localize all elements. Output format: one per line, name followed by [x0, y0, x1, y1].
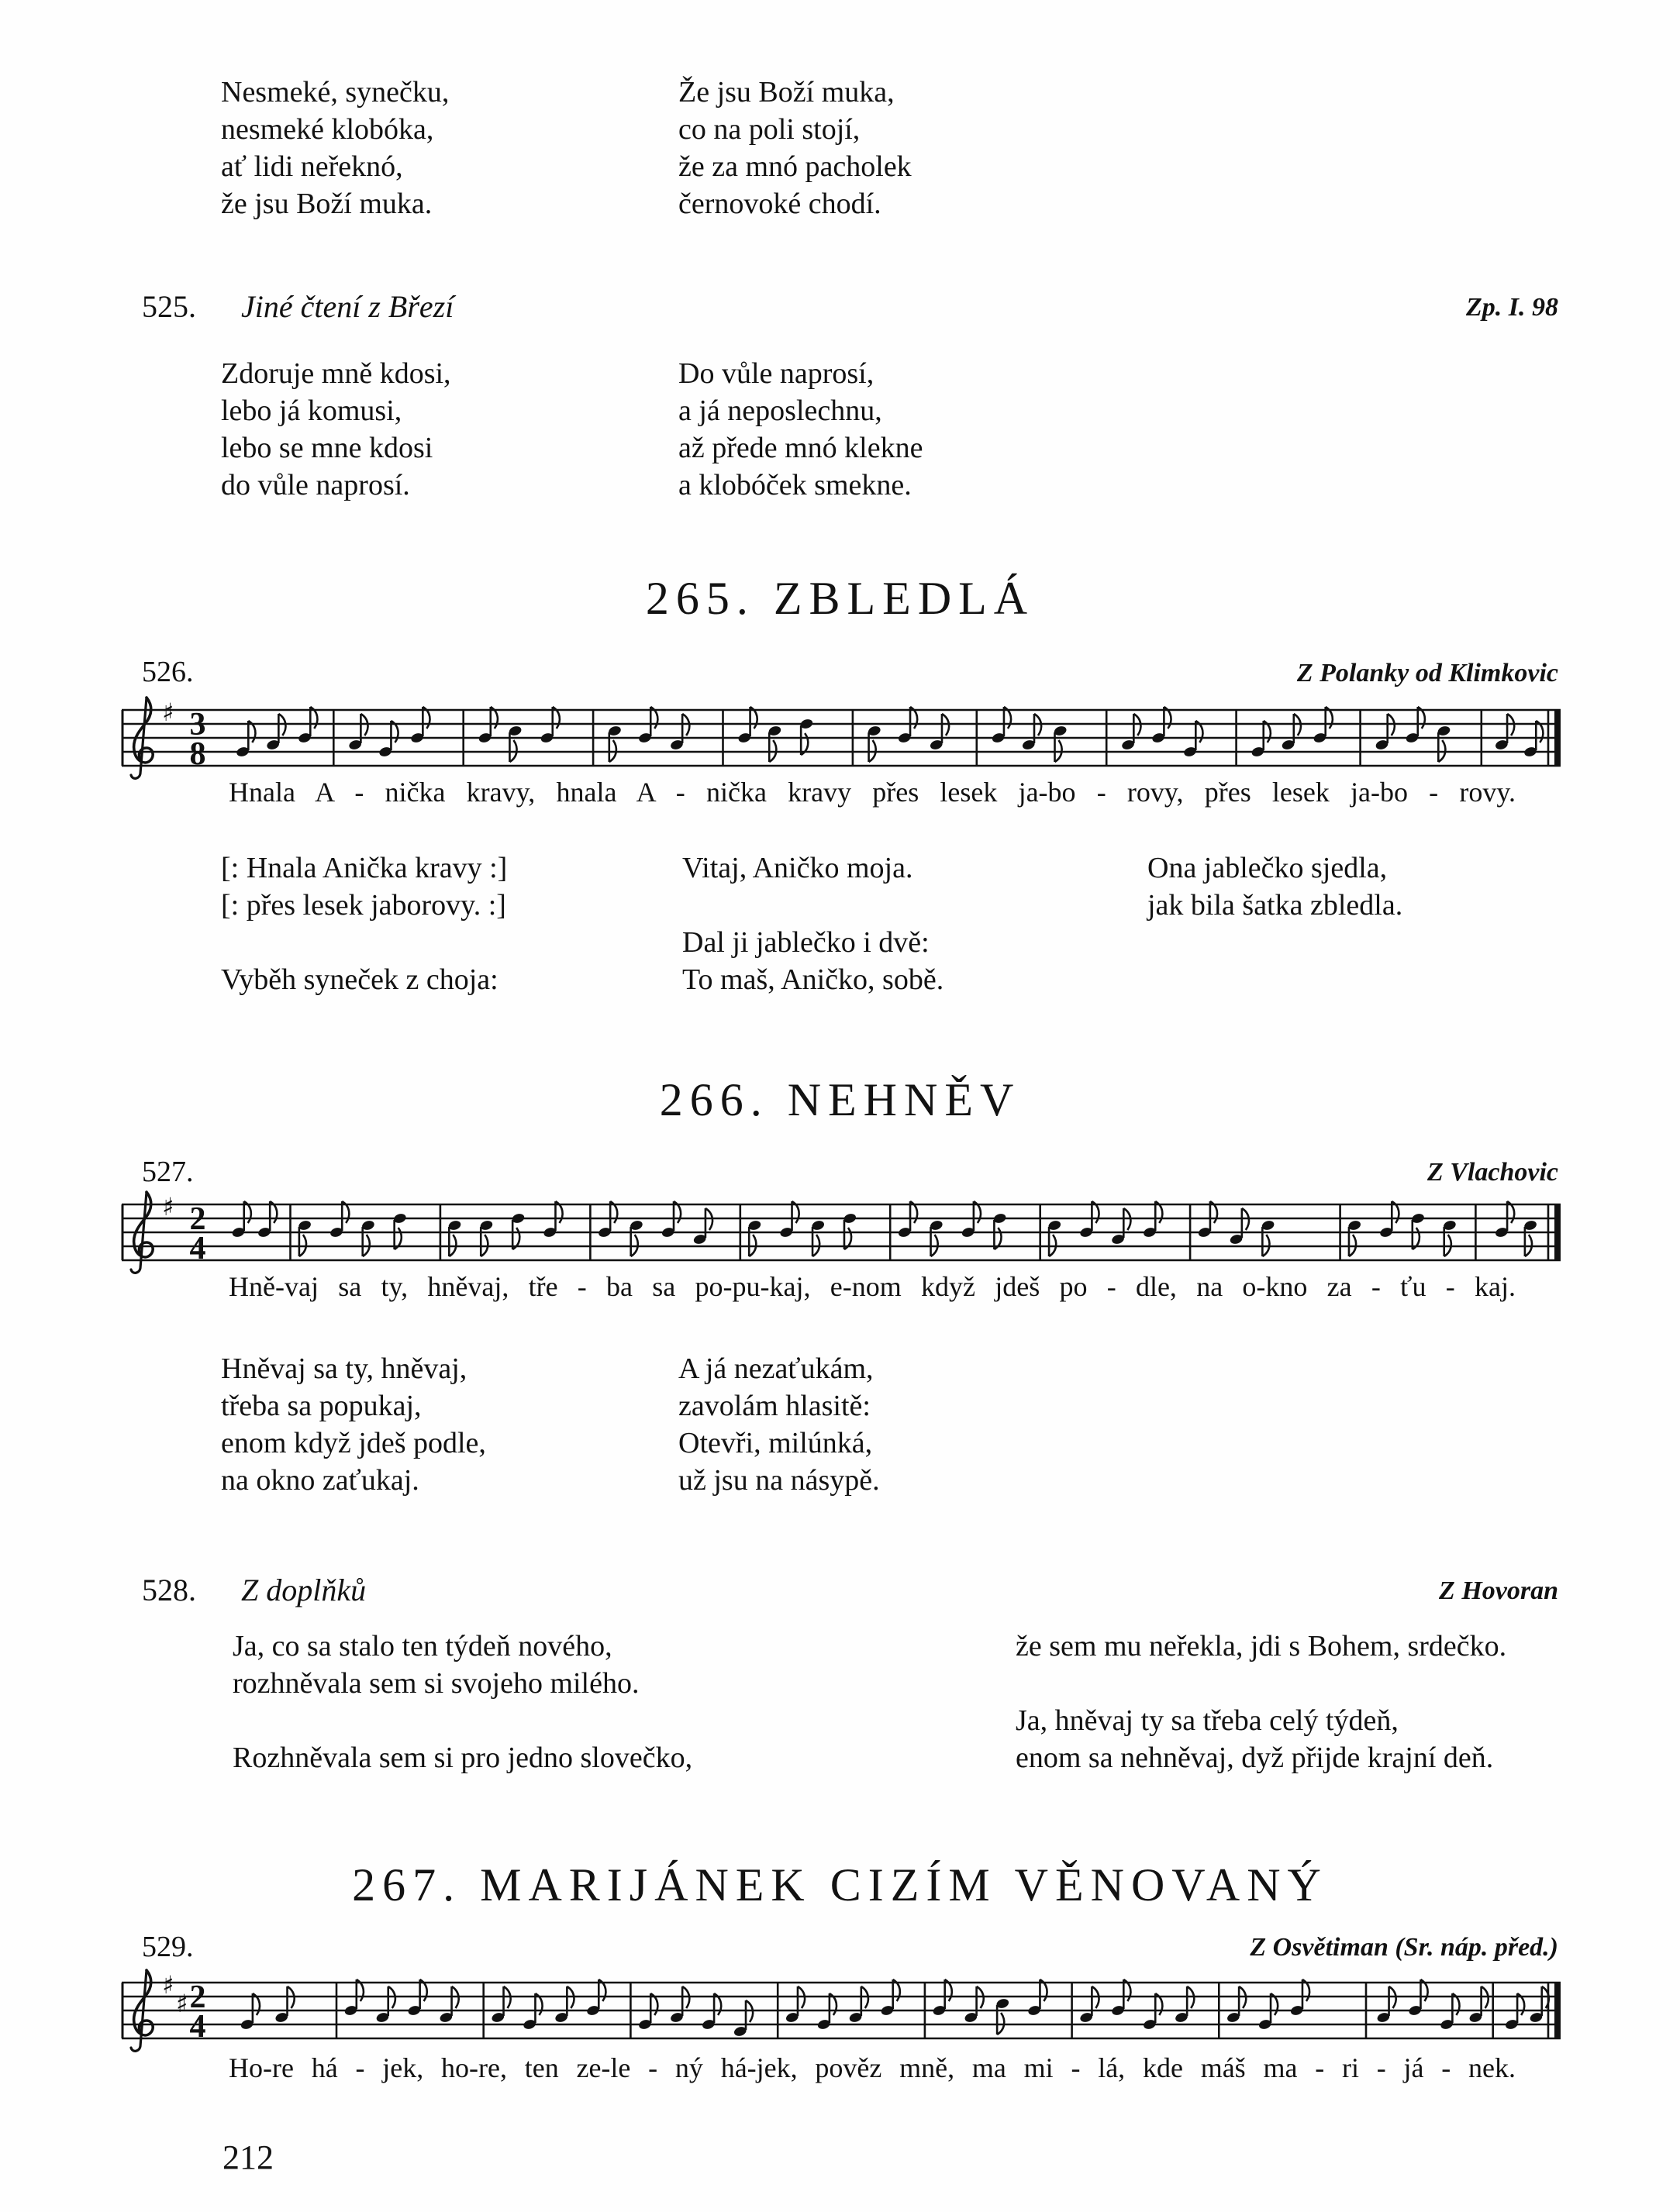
verse-line: lebo se mne kdosi: [221, 432, 433, 464]
verse-line: Dal ji jablečko i dvě:: [682, 926, 930, 959]
melody-number-526: 526.: [142, 656, 194, 688]
verse-line: do vůle naprosí.: [221, 469, 410, 501]
song-title-266: 266. NEHNĚV: [659, 1074, 1021, 1125]
verse-line: Že jsu Boží muka,: [678, 76, 895, 109]
verse-line: na okno zaťukaj.: [221, 1464, 419, 1497]
page-number: 212: [223, 2138, 274, 2176]
music-staff-527: [120, 1184, 1562, 1282]
song-title-265: 265. ZBLEDLÁ: [645, 573, 1035, 624]
verse-line: Ona jablečko sjedla,: [1147, 852, 1388, 884]
verse-column: [678, 355, 923, 504]
music-staff-526: [120, 690, 1562, 787]
verse-column: [221, 74, 449, 222]
svg-text:♯: ♯: [162, 698, 174, 727]
song-title-267: 267. MARIJÁNEK CIZÍM VĚNOVANÝ: [352, 1859, 1328, 1911]
verse-line: zavolám hlasitě:: [678, 1390, 871, 1422]
verse-line: Otevři, milúnká,: [678, 1427, 873, 1459]
verse-line: [233, 1702, 692, 1739]
verse-line: To maš, Aničko, sobě.: [682, 963, 944, 996]
verse-line: nesmeké klobóka,: [221, 113, 434, 146]
lyrics-529: Ho-re há - jek, ho-re, ten ze-le - ný há-jek, pověz mně, ma mi - lá, kde máš ma - ri - já - nek.: [229, 2052, 1516, 2083]
verse-line: co na poli stojí,: [678, 113, 861, 146]
source-526: Z Polanky od Klimkovic: [1296, 659, 1558, 687]
verse-column: [678, 1350, 880, 1499]
verse-line: [: přes lesek jaborovy. :]: [221, 889, 506, 922]
svg-text:4: 4: [189, 1231, 206, 1266]
svg-text:2: 2: [189, 1201, 206, 1237]
source-529: Z Osvětiman (Sr. náp. před.): [1250, 1933, 1558, 1962]
section-heading-525: [142, 288, 454, 325]
verse-column: [221, 1350, 486, 1499]
verse-column: [678, 74, 912, 222]
reference: Zp. I. 98: [1466, 293, 1558, 322]
section-heading-528: [142, 1572, 366, 1608]
lyrics-527: Hně-vaj sa ty, hněvaj, tře - ba sa po-pu-kaj, e-nom když jdeš po - dle, na o-kno za - ťu - kaj.: [229, 1271, 1516, 1302]
heading-number: 525.: [142, 289, 196, 324]
heading-title: Z doplňků: [241, 1573, 367, 1607]
verse-line: [682, 887, 943, 924]
verse-line: třeba sa popukaj,: [221, 1390, 422, 1422]
verse-column: [1147, 849, 1402, 924]
verse-column: [221, 355, 451, 504]
svg-text:3: 3: [189, 707, 206, 743]
verse-line: A já nezaťukám,: [678, 1352, 874, 1385]
verse-line: enom sa nehněvaj, dyž přijde krajní deň.: [1016, 1742, 1494, 1774]
melody-number-529: 529.: [142, 1931, 194, 1963]
verse-line: že za mnó pacholek: [678, 150, 912, 183]
verse-line: Hněvaj sa ty, hněvaj,: [221, 1352, 467, 1385]
verse-line: už jsu na násypě.: [678, 1464, 880, 1497]
melody-number-527: 527.: [142, 1156, 194, 1188]
svg-text:4: 4: [189, 2009, 206, 2045]
verse-line: jak bila šatka zbledla.: [1147, 889, 1403, 922]
verse-line: Nesmeké, synečku,: [221, 76, 450, 109]
verse-line: enom když jdeš podle,: [221, 1427, 486, 1459]
svg-text:♯: ♯: [162, 1192, 174, 1221]
verse-line: Zdoruje mně kdosi,: [221, 357, 451, 390]
verse-column: [233, 1628, 692, 1776]
verse-line: ať lidi neřeknó,: [221, 150, 403, 183]
verse-line: Ja, hněvaj ty sa třeba celý týdeň,: [1016, 1704, 1399, 1737]
svg-text:♯: ♯: [176, 1989, 188, 2018]
music-staff-529: [120, 1962, 1562, 2060]
verse-line: Rozhněvala sem si pro jedno slovečko,: [233, 1742, 693, 1774]
svg-text:♯: ♯: [162, 1970, 174, 2000]
svg-text:8: 8: [189, 736, 206, 772]
verse-column: [682, 849, 943, 998]
verse-line: Do vůle naprosí,: [678, 357, 874, 390]
source-527: Z Vlachovic: [1426, 1158, 1558, 1187]
verse-line: [1016, 1665, 1506, 1702]
verse-line: že jsu Boží muka.: [221, 188, 433, 220]
verse-line: Ja, co sa stalo ten týdeň nového,: [233, 1630, 612, 1662]
verse-line: rozhněvala sem si svojeho milého.: [233, 1667, 640, 1700]
verse-line: a klobóček smekne.: [678, 469, 912, 501]
verse-column: [221, 849, 507, 998]
verse-line: že sem mu neřekla, jdi s Bohem, srdečko.: [1016, 1630, 1507, 1662]
verse-column: [1016, 1628, 1506, 1776]
heading-number: 528.: [142, 1573, 196, 1607]
verse-line: Vyběh syneček z choja:: [221, 963, 498, 996]
source-528: Z Hovoran: [1439, 1576, 1558, 1605]
svg-text:2: 2: [189, 1979, 206, 2015]
verse-line: až přede mnó klekne: [678, 432, 923, 464]
heading-title: Jiné čtení z Březí: [241, 289, 454, 324]
verse-line: [221, 924, 507, 961]
verse-line: černovoké chodí.: [678, 188, 881, 220]
lyrics-526: Hnala A - nička kravy, hnala A - nička kravy přes lesek ja-bo - rovy, přes lesek ja-bo - rovy.: [229, 777, 1516, 808]
verse-line: lebo já komusi,: [221, 395, 402, 427]
verse-line: Vitaj, Aničko moja.: [682, 852, 913, 884]
verse-line: a já neposlechnu,: [678, 395, 882, 427]
verse-line: [: Hnala Anička kravy :]: [221, 852, 508, 884]
